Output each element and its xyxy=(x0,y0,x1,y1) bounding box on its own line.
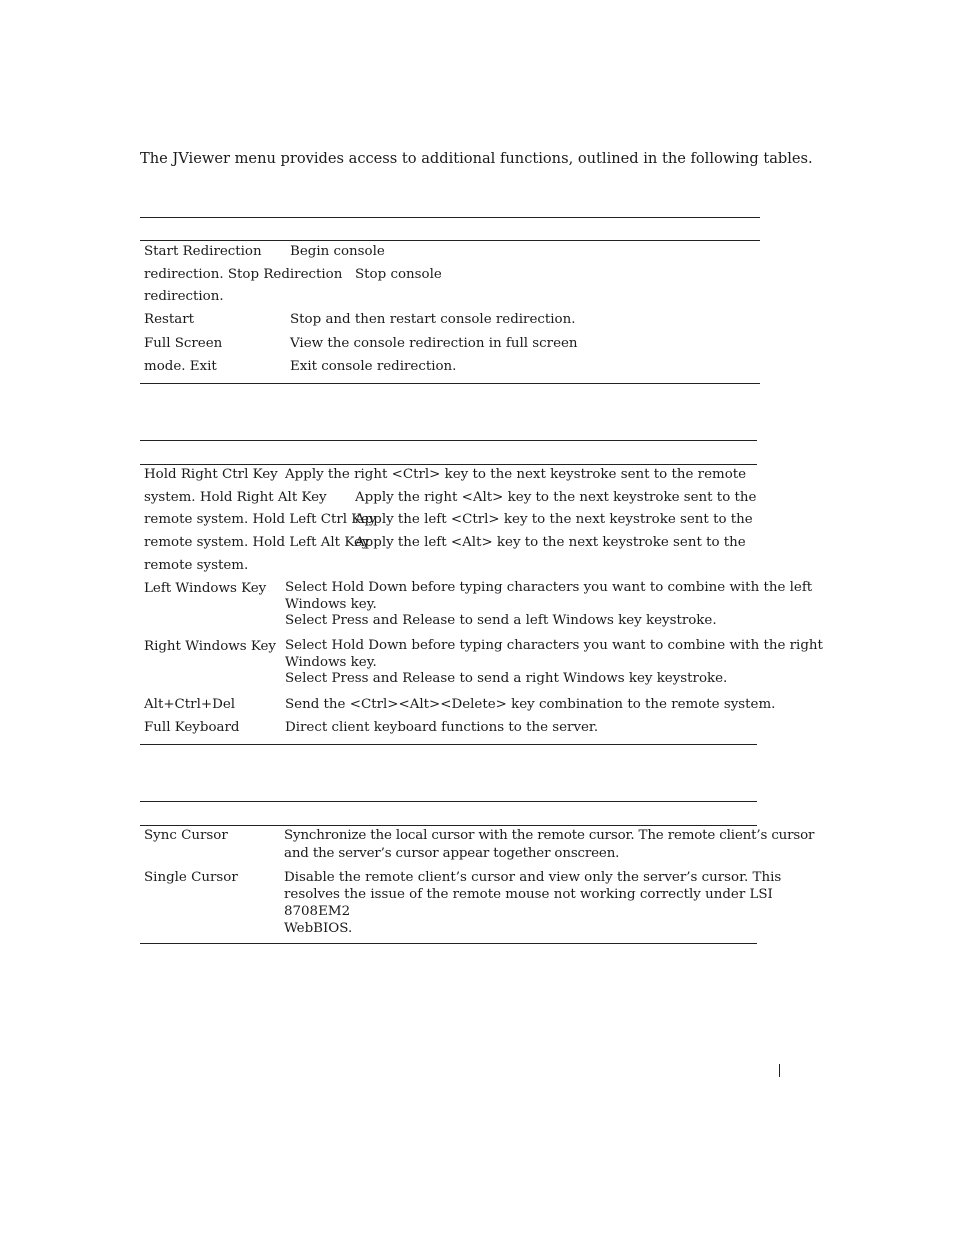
table2-cell-label: Hold Right Ctrl Key xyxy=(144,467,278,482)
desc-line: and the server’s cursor appear together onscreen. xyxy=(284,846,620,861)
desc-line: Select Press and Release to send a right Windows key keystroke. xyxy=(285,671,728,687)
table2-header-rule xyxy=(140,464,757,465)
table3-cell-label: Sync Cursor xyxy=(144,828,228,843)
table2-left-windows-desc xyxy=(285,580,812,630)
table2-cell-desc: Direct client keyboard functions to the server. xyxy=(285,720,599,735)
table2-right-windows-desc xyxy=(285,638,823,688)
footer-marker-bar xyxy=(779,1064,780,1077)
table2-cell-desc: Apply the right <Ctrl> key to the next keystroke sent to the remote xyxy=(285,467,747,482)
table2-cell-label: remote system. Hold Left Ctrl Key xyxy=(144,512,377,527)
table2-cell-label: system. Hold Right Alt Key xyxy=(144,490,327,505)
desc-line: Windows key. xyxy=(285,596,377,612)
table2-cell-desc: Send the <Ctrl><Alt><Delete> key combination to the remote system. xyxy=(285,697,776,712)
table1-cell-label: Restart xyxy=(144,312,195,327)
table2-cell-desc: Apply the right <Alt> key to the next keystroke sent to the xyxy=(355,490,757,505)
desc-line: Select Press and Release to send a left Windows key keystroke. xyxy=(285,613,717,629)
desc-line: Select Hold Down before typing characters you want to combine with the right xyxy=(285,638,823,653)
table2-cell-label: Alt+Ctrl+Del xyxy=(144,697,236,712)
table2-cell-label: Full Keyboard xyxy=(144,720,240,735)
table1-cell-label: Start Redirection xyxy=(144,244,262,259)
table3-sync-desc xyxy=(284,827,814,863)
table2-bottom-rule xyxy=(140,744,757,745)
desc-line: Disable the remote client’s cursor and view only the server’s cursor. This xyxy=(284,870,782,885)
table1-header-rule xyxy=(140,240,760,241)
table2-cell-desc: Apply the left <Alt> key to the next keystroke sent to the xyxy=(355,535,746,550)
table2-top-rule xyxy=(140,440,757,441)
table1-cell-desc: Stop console xyxy=(355,267,442,282)
table1-cell-label: redirection. xyxy=(144,289,224,304)
table1-cell-desc: Begin console xyxy=(290,244,385,259)
table3-header-rule xyxy=(140,825,757,826)
table1-bottom-rule xyxy=(140,383,760,384)
table1-cell-desc: View the console redirection in full screen xyxy=(290,336,578,351)
table3-single-desc xyxy=(284,869,781,937)
table1-top-rule xyxy=(140,217,760,218)
desc-line: 8708EM2 xyxy=(284,904,351,919)
table3-bottom-rule xyxy=(140,943,757,944)
intro-paragraph: The JViewer menu provides access to additional functions, outlined in the following tables. xyxy=(140,150,813,167)
table2-cell-label: Left Windows Key xyxy=(144,581,267,596)
table1-cell-label: Full Screen xyxy=(144,336,223,351)
table2-cell-label: remote system. Hold Left Alt Key xyxy=(144,535,370,550)
table2-cell-desc: Apply the left <Ctrl> key to the next keystroke sent to the xyxy=(355,512,753,527)
desc-line: Windows key. xyxy=(285,654,377,670)
table1-cell-label: mode. Exit xyxy=(144,359,217,374)
table3-top-rule xyxy=(140,801,757,802)
desc-line: resolves the issue of the remote mouse not working correctly under LSI xyxy=(284,887,773,902)
desc-line: WebBIOS. xyxy=(284,921,353,936)
table1-cell-desc: Exit console redirection. xyxy=(290,359,457,374)
desc-line: Synchronize the local cursor with the remote cursor. The remote client’s cursor xyxy=(284,828,815,843)
table3-cell-label: Single Cursor xyxy=(144,870,238,885)
table2-cell-label: Right Windows Key xyxy=(144,639,276,654)
table1-cell-label: redirection. Stop Redirection xyxy=(144,267,343,282)
table1-cell-desc: Stop and then restart console redirection. xyxy=(290,312,576,327)
table2-cell-label: remote system. xyxy=(144,558,249,573)
desc-line: Select Hold Down before typing characters you want to combine with the left xyxy=(285,580,813,595)
